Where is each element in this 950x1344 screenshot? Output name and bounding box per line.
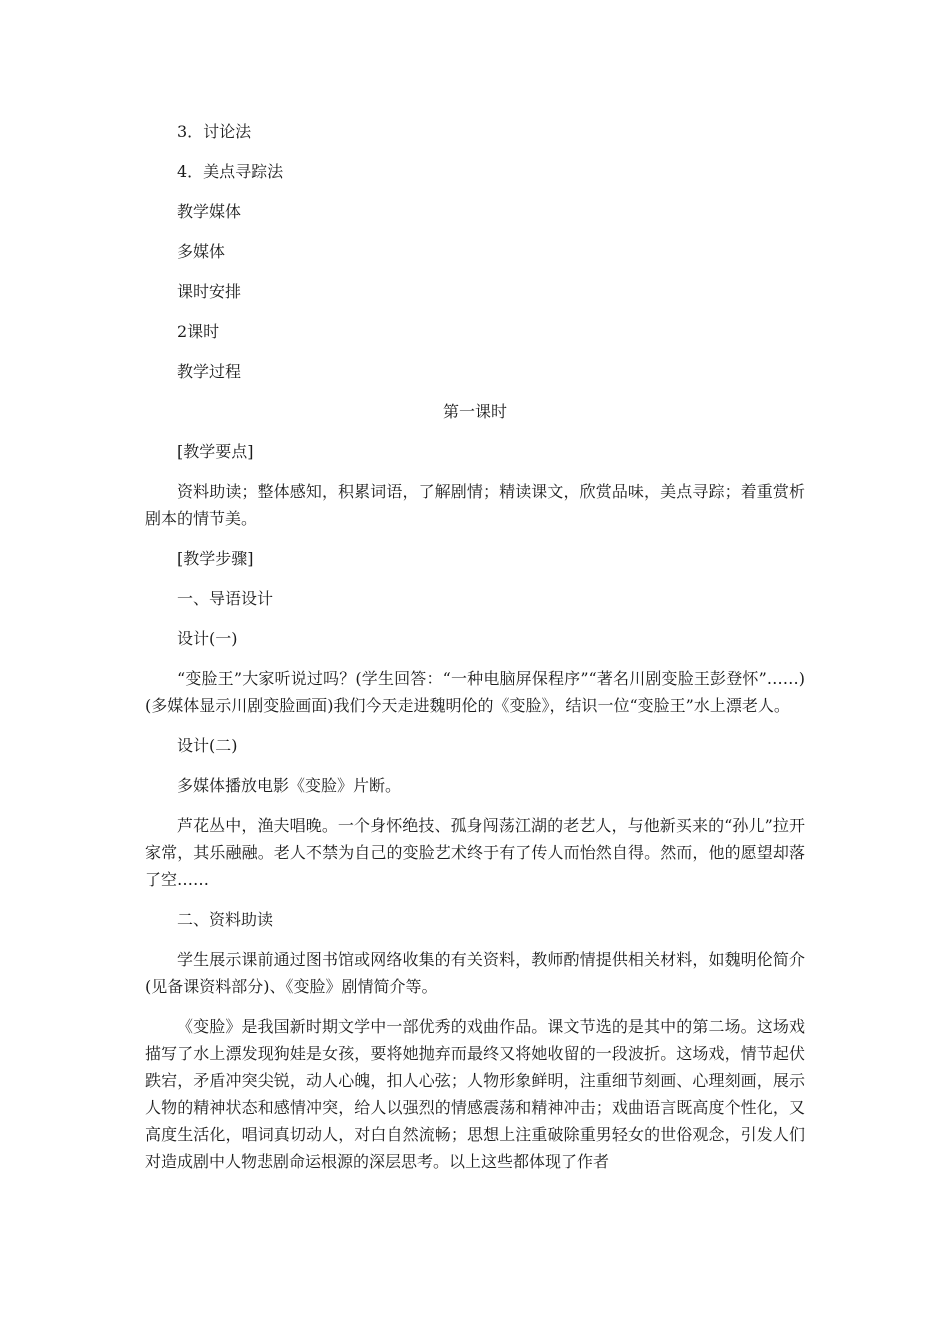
list-item-discussion: 3．讨论法 [177, 122, 252, 141]
paragraph-reed-scene: 芦花丛中，渔夫唱晚。一个身怀绝技、孤身闯荡江湖的老艺人，与他新买来的“孙儿”拉开家常，其乐融融。老人不禁为自己的变脸艺术终于有了传人而怡然自得。然而，他的愿望却落了空…… [145, 816, 805, 889]
text-multimedia: 多媒体 [177, 242, 226, 261]
list-item-beauty-tracing: 4．美点寻踪法 [177, 162, 284, 181]
heading-teaching-points: [教学要点] [177, 442, 254, 461]
heading-design-one: 设计(一) [177, 629, 238, 648]
text-two-lessons: 2课时 [177, 322, 220, 341]
heading-design-two: 设计(二) [177, 736, 238, 755]
paragraph-student-materials: 学生展示课前通过图书馆或网络收集的有关资料，教师酌情提供相关材料，如魏明伦简介(见备课资料部分)、《变脸》剧情简介等。 [145, 950, 805, 996]
heading-reference-reading: 二、资料助读 [177, 910, 274, 929]
paragraph-teaching-points: 资料助读；整体感知，积累词语，了解剧情；精读课文，欣赏品味，美点寻踪；着重赏析剧本的情节美。 [145, 482, 805, 528]
heading-teaching-process: 教学过程 [177, 362, 242, 381]
heading-intro-design: 一、导语设计 [177, 589, 274, 608]
paragraph-play-analysis: 《变脸》是我国新时期文学中一部优秀的戏曲作品。课文节选的是其中的第二场。这场戏描写了水上漂发现狗娃是女孩，要将她抛弃而最终又将她收留的一段波折。这场戏，情节起伏跌宕，矛盾冲突尖锐，动人心魄，扣人心弦；人物形象鲜明，注重细节刻画、心理刻画，展示人物的精神状态和感情冲突，给人以强烈的情感震荡和精神冲击；戏曲语言既高度个性化，又高度生活化，唱词真切动人，对白自然流畅；思想上注重破除重男轻女的世俗观念，引发人们对造成剧中人物悲剧命运根源的深层思考。以上这些都体现了作者 [145, 1017, 805, 1171]
heading-teaching-media: 教学媒体 [177, 202, 242, 221]
heading-teaching-steps: [教学步骤] [177, 549, 254, 568]
section-title-first-lesson: 第一课时 [442, 402, 507, 421]
paragraph-design-one: “变脸王”大家听说过吗？(学生回答：“一种电脑屏保程序”“著名川剧变脸王彭登怀”……)(多媒体显示川剧变脸画面)我们今天走进魏明伦的《变脸》，结识一位“变脸王”水上漂老人。 [145, 669, 805, 715]
document-page [145, 118, 805, 1188]
heading-schedule: 课时安排 [177, 282, 242, 301]
paragraph-movie-clip: 多媒体播放电影《变脸》片断。 [177, 776, 402, 795]
